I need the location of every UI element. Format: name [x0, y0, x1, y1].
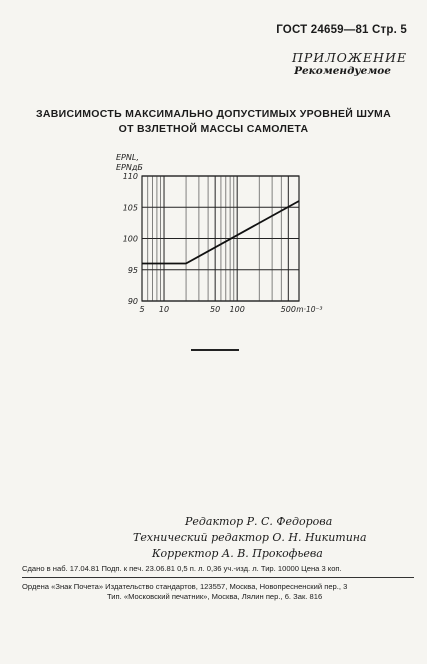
y-tick-label: 90 — [127, 297, 138, 306]
y-tick-label: 100 — [122, 234, 138, 244]
x-tick-label: 10 — [158, 305, 170, 314]
technical-editor-credit: Технический редактор О. Н. Никитина — [133, 531, 367, 544]
x-tick-label: 5 — [139, 305, 145, 314]
y-tick-label: 110 — [122, 172, 138, 181]
y-tick-label: 95 — [127, 265, 138, 275]
y-axis-label: EPNL, — [116, 153, 139, 162]
proofreader-credit: Корректор А. В. Прокофьева — [152, 547, 323, 560]
noise-limit-line — [142, 201, 299, 264]
x-tick-label: 100 — [229, 305, 245, 314]
x-tick-label: 500 — [280, 305, 296, 314]
imprint-rule — [22, 577, 414, 578]
document-title-line-1: ЗАВИСИМОСТЬ МАКСИМАЛЬНО ДОПУСТИМЫХ УРОВНЕЙ ШУМА — [36, 108, 391, 120]
document-title-line-2: ОТ ВЗЛЕТНОЙ МАССЫ САМОЛЕТА — [118, 123, 309, 135]
appendix-status: Рекомендуемое — [294, 65, 391, 77]
imprint-publisher: Ордена «Знак Почета» Издательство стандартов, 123557, Москва, Новопресненский пер., 3 — [22, 582, 348, 591]
x-tick-label: 50 — [210, 305, 221, 314]
section-divider — [191, 349, 239, 351]
x-axis-unit: m·10⁻³ — [296, 305, 323, 314]
appendix-label: ПРИЛОЖЕНИЕ — [292, 50, 407, 65]
editor-credit: Редактор Р. С. Федорова — [185, 515, 333, 528]
standard-header: ГОСТ 24659—81 Стр. 5 — [276, 24, 407, 36]
y-axis-label: EPNдБ — [116, 163, 143, 172]
imprint-printer: Тип. «Московский печатник», Москва, Лялин пер., 6. Зак. 816 — [107, 592, 323, 601]
y-tick-label: 105 — [122, 203, 138, 213]
imprint-print-details: Сдано в наб. 17.04.81 Подп. к печ. 23.06.81 0,5 п. л. 0,36 уч.-изд. л. Тир. 10000 Цена 3 коп. — [22, 564, 342, 573]
